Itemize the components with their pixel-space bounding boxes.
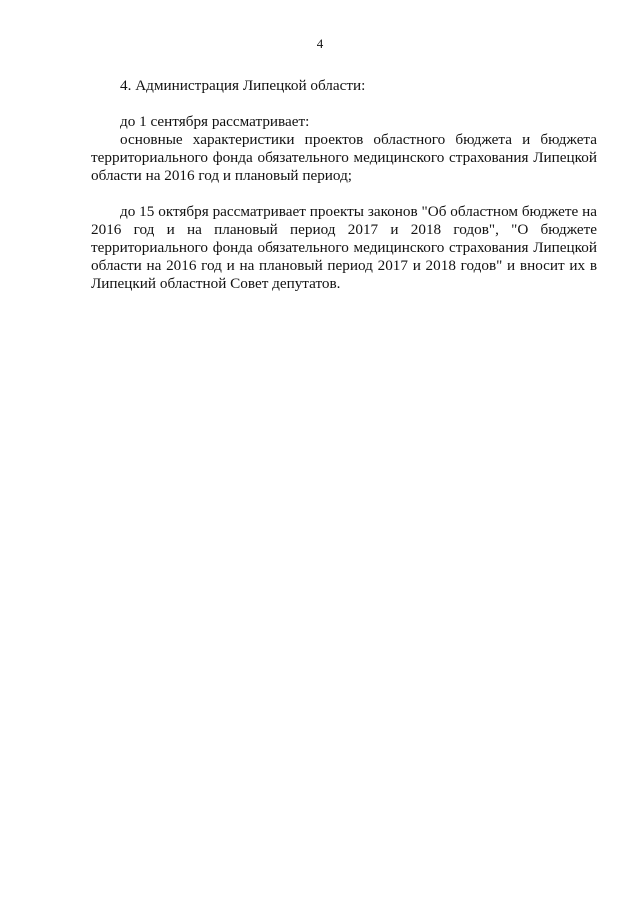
deadline-september-text: основные характеристики проектов областного бюджета и бюджета территориального фонда обязательного медицинского страхования Липецкой области на 2016 год и плановый период; — [91, 131, 597, 184]
page-number: 4 — [316, 36, 324, 51]
section-heading: 4. Администрация Липецкой области: — [120, 77, 366, 94]
document-body — [91, 77, 597, 293]
deadline-october-text: до 15 октября рассматривает проекты законов "Об областном бюджете на 2016 год и на плановый период 2017 и 2018 годов", "О бюджете территориального фонда обязательного медицинского страхования Липецкой области на 2016 год и на плановый период 2017 и 2018 годов" и вносит их в Липецкий областной Совет депутатов. — [91, 203, 597, 292]
paragraph-spacer — [91, 185, 597, 203]
paragraph-spacer — [91, 95, 597, 113]
deadline-september-intro: до 1 сентября рассматривает: — [120, 113, 310, 130]
